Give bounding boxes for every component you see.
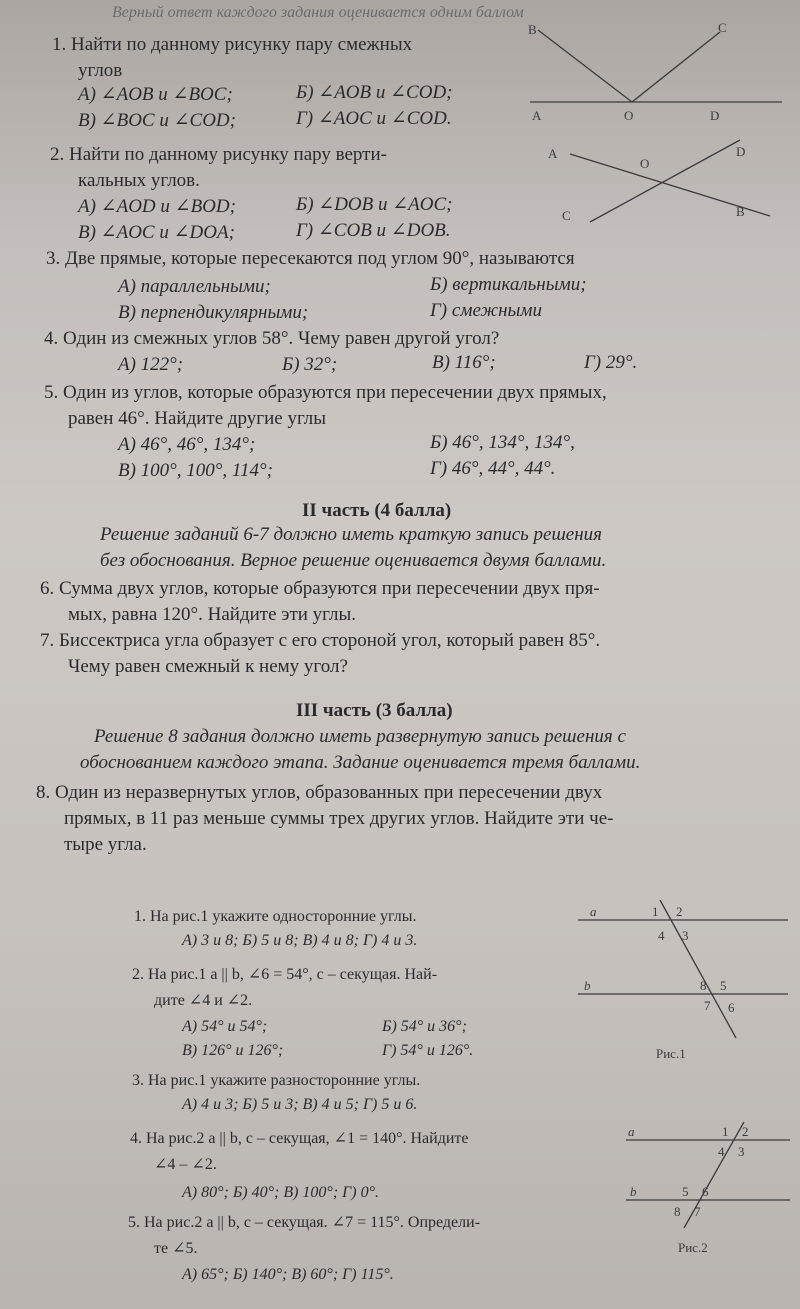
- q7-text-cont: Чему равен смежный к нему угол?: [68, 656, 348, 677]
- q3-option-d: Г) смежными: [430, 300, 542, 321]
- q2-option-c: В) ∠AOC и ∠DOA;: [78, 222, 235, 243]
- q1-option-c: В) ∠BOC и ∠COD;: [78, 110, 236, 131]
- lower-q4-text: 4. На рис.2 a || b, c – секущая, ∠1 = 140°. Найдите: [130, 1130, 469, 1147]
- caption-ris2: Рис.2: [678, 1240, 708, 1255]
- lower-q3-text: 3. На рис.1 укажите разносторонние углы.: [132, 1072, 421, 1089]
- lower-q2-text: 2. На рис.1 a || b, ∠6 = 54°, c – секущая. Най-: [132, 966, 438, 983]
- q1-option-d: Г) ∠AOC и ∠COD.: [296, 108, 452, 129]
- label-d: D: [736, 144, 746, 159]
- lower-q2-option-b: Б) 54° и 36°;: [382, 1018, 467, 1035]
- figure-ris2: [618, 1116, 796, 1266]
- lower-q5-options: А) 65°; Б) 140°; В) 60°; Г) 115°.: [182, 1266, 394, 1283]
- angle-5: 5: [720, 978, 727, 993]
- figure-vertical-angles: [540, 132, 790, 242]
- lower-q4-options: А) 80°; Б) 40°; В) 100°; Г) 0°.: [182, 1184, 379, 1201]
- angle-8: 8: [674, 1204, 681, 1219]
- part2-note-cont: без обоснования. Верное решение оценивается двумя баллами.: [100, 550, 607, 571]
- line-cd: [590, 140, 740, 222]
- ray-oc: [632, 32, 720, 102]
- lower-q5-text-cont: те ∠5.: [154, 1240, 198, 1257]
- lower-q4-text-cont: ∠4 – ∠2.: [154, 1156, 217, 1173]
- angle-3: 3: [682, 928, 689, 943]
- angle-1: 1: [722, 1124, 729, 1139]
- lower-q1-options: А) 3 и 8; Б) 5 и 8; В) 4 и 8; Г) 4 и 3.: [182, 932, 418, 949]
- q5-text: 5. Один из углов, которые образуются при пересечении двух прямых,: [44, 382, 607, 403]
- lower-q2-option-c: В) 126° и 126°;: [182, 1042, 284, 1059]
- secant-c: [684, 1122, 744, 1228]
- angle-7: 7: [694, 1204, 701, 1219]
- q4-text: 4. Один из смежных углов 58°. Чему равен другой угол?: [44, 328, 500, 349]
- part3-title: III часть (3 балла): [296, 700, 453, 721]
- caption-ris1: Рис.1: [656, 1046, 686, 1061]
- label-a: a: [590, 904, 597, 919]
- lower-q3-options: А) 4 и 3; Б) 5 и 3; В) 4 и 5; Г) 5 и 6.: [182, 1096, 418, 1113]
- q7-text: 7. Биссектриса угла образует с его стороной угол, который равен 85°.: [40, 630, 601, 651]
- label-b: b: [630, 1184, 637, 1199]
- part2-title: II часть (4 балла): [302, 500, 452, 521]
- q4-option-b: Б) 32°;: [282, 354, 338, 375]
- label-b: b: [584, 978, 591, 993]
- angle-7: 7: [704, 998, 711, 1013]
- q8-text-cont: прямых, в 11 раз меньше суммы трех других углов. Найдите эти че-: [64, 808, 614, 829]
- q3-option-c: В) перпендикулярными;: [118, 302, 309, 323]
- lower-q2-option-d: Г) 54° и 126°.: [382, 1042, 474, 1059]
- label-d: D: [710, 108, 720, 123]
- figure-ris1: [568, 896, 794, 1066]
- q5-option-c: В) 100°, 100°, 114°;: [118, 460, 273, 481]
- lower-q5-text: 5. На рис.2 a || b, c – секущая. ∠7 = 115°. Определи-: [128, 1214, 481, 1231]
- angle-6: 6: [702, 1184, 709, 1199]
- part3-note: Решение 8 задания должно иметь развернутую запись решения с: [94, 726, 626, 747]
- q4-option-d: Г) 29°.: [584, 352, 638, 373]
- lower-q1-text: 1. На рис.1 укажите односторонние углы.: [134, 908, 417, 925]
- q8-text-end: тыре угла.: [64, 834, 147, 855]
- part3-note-cont: обоснованием каждого этапа. Задание оценивается тремя баллами.: [80, 752, 641, 773]
- q2-option-a: А) ∠AOD и ∠BOD;: [78, 196, 236, 217]
- q1-text: 1. Найти по данному рисунку пару смежных: [52, 34, 413, 55]
- angle-5: 5: [682, 1184, 689, 1199]
- label-o: O: [624, 108, 634, 123]
- part2-note: Решение заданий 6-7 должно иметь краткую запись решения: [100, 524, 602, 545]
- q2-option-b: Б) ∠DOB и ∠AOC;: [296, 194, 453, 215]
- secant-c: [660, 900, 736, 1038]
- q8-text: 8. Один из неразвернутых углов, образованных при пересечении двух: [36, 782, 603, 803]
- angle-6: 6: [728, 1000, 735, 1015]
- lower-q2-option-a: А) 54° и 54°;: [182, 1018, 268, 1035]
- q2-option-d: Г) ∠COB и ∠DOB.: [296, 220, 451, 241]
- q5-option-b: Б) 46°, 134°, 134°,: [430, 432, 575, 453]
- angle-4: 4: [658, 928, 665, 943]
- q3-option-b: Б) вертикальными;: [430, 274, 587, 295]
- label-a: A: [532, 108, 542, 123]
- q1-text-cont: углов: [78, 60, 123, 81]
- q5-option-a: А) 46°, 46°, 134°;: [118, 434, 256, 455]
- label-a: a: [628, 1124, 635, 1139]
- q4-option-c: В) 116°;: [432, 352, 496, 373]
- q3-text: 3. Две прямые, которые пересекаются под углом 90°, называются: [46, 248, 575, 269]
- lower-q2-text-cont: дите ∠4 и ∠2.: [154, 992, 253, 1009]
- label-b: B: [528, 22, 537, 37]
- label-b: B: [736, 204, 745, 219]
- q6-text-cont: мых, равна 120°. Найдите эти углы.: [68, 604, 356, 625]
- q4-option-a: А) 122°;: [118, 354, 184, 375]
- angle-2: 2: [676, 904, 683, 919]
- angle-1: 1: [652, 904, 659, 919]
- label-c: C: [718, 20, 727, 35]
- q6-text: 6. Сумма двух углов, которые образуются при пересечении двух пря-: [40, 578, 600, 599]
- label-a: A: [548, 146, 558, 161]
- ray-ob: [538, 30, 632, 102]
- header-note: Верный ответ каждого задания оценивается одним баллом: [112, 4, 524, 21]
- angle-3: 3: [738, 1144, 745, 1159]
- figure-adjacent-angles: [520, 18, 790, 128]
- q1-option-b: Б) ∠AOB и ∠COD;: [296, 82, 453, 103]
- q1-option-a: А) ∠AOB и ∠BOC;: [78, 84, 233, 105]
- angle-4: 4: [718, 1144, 725, 1159]
- q2-text-cont: кальных углов.: [78, 170, 200, 191]
- q2-text: 2. Найти по данному рисунку пару верти-: [50, 144, 387, 165]
- label-o: O: [640, 156, 650, 171]
- q5-text-cont: равен 46°. Найдите другие углы: [68, 408, 327, 429]
- angle-2: 2: [742, 1124, 749, 1139]
- label-c: C: [562, 208, 571, 223]
- angle-8: 8: [700, 978, 707, 993]
- q5-option-d: Г) 46°, 44°, 44°.: [430, 458, 556, 479]
- q3-option-a: А) параллельными;: [118, 276, 271, 297]
